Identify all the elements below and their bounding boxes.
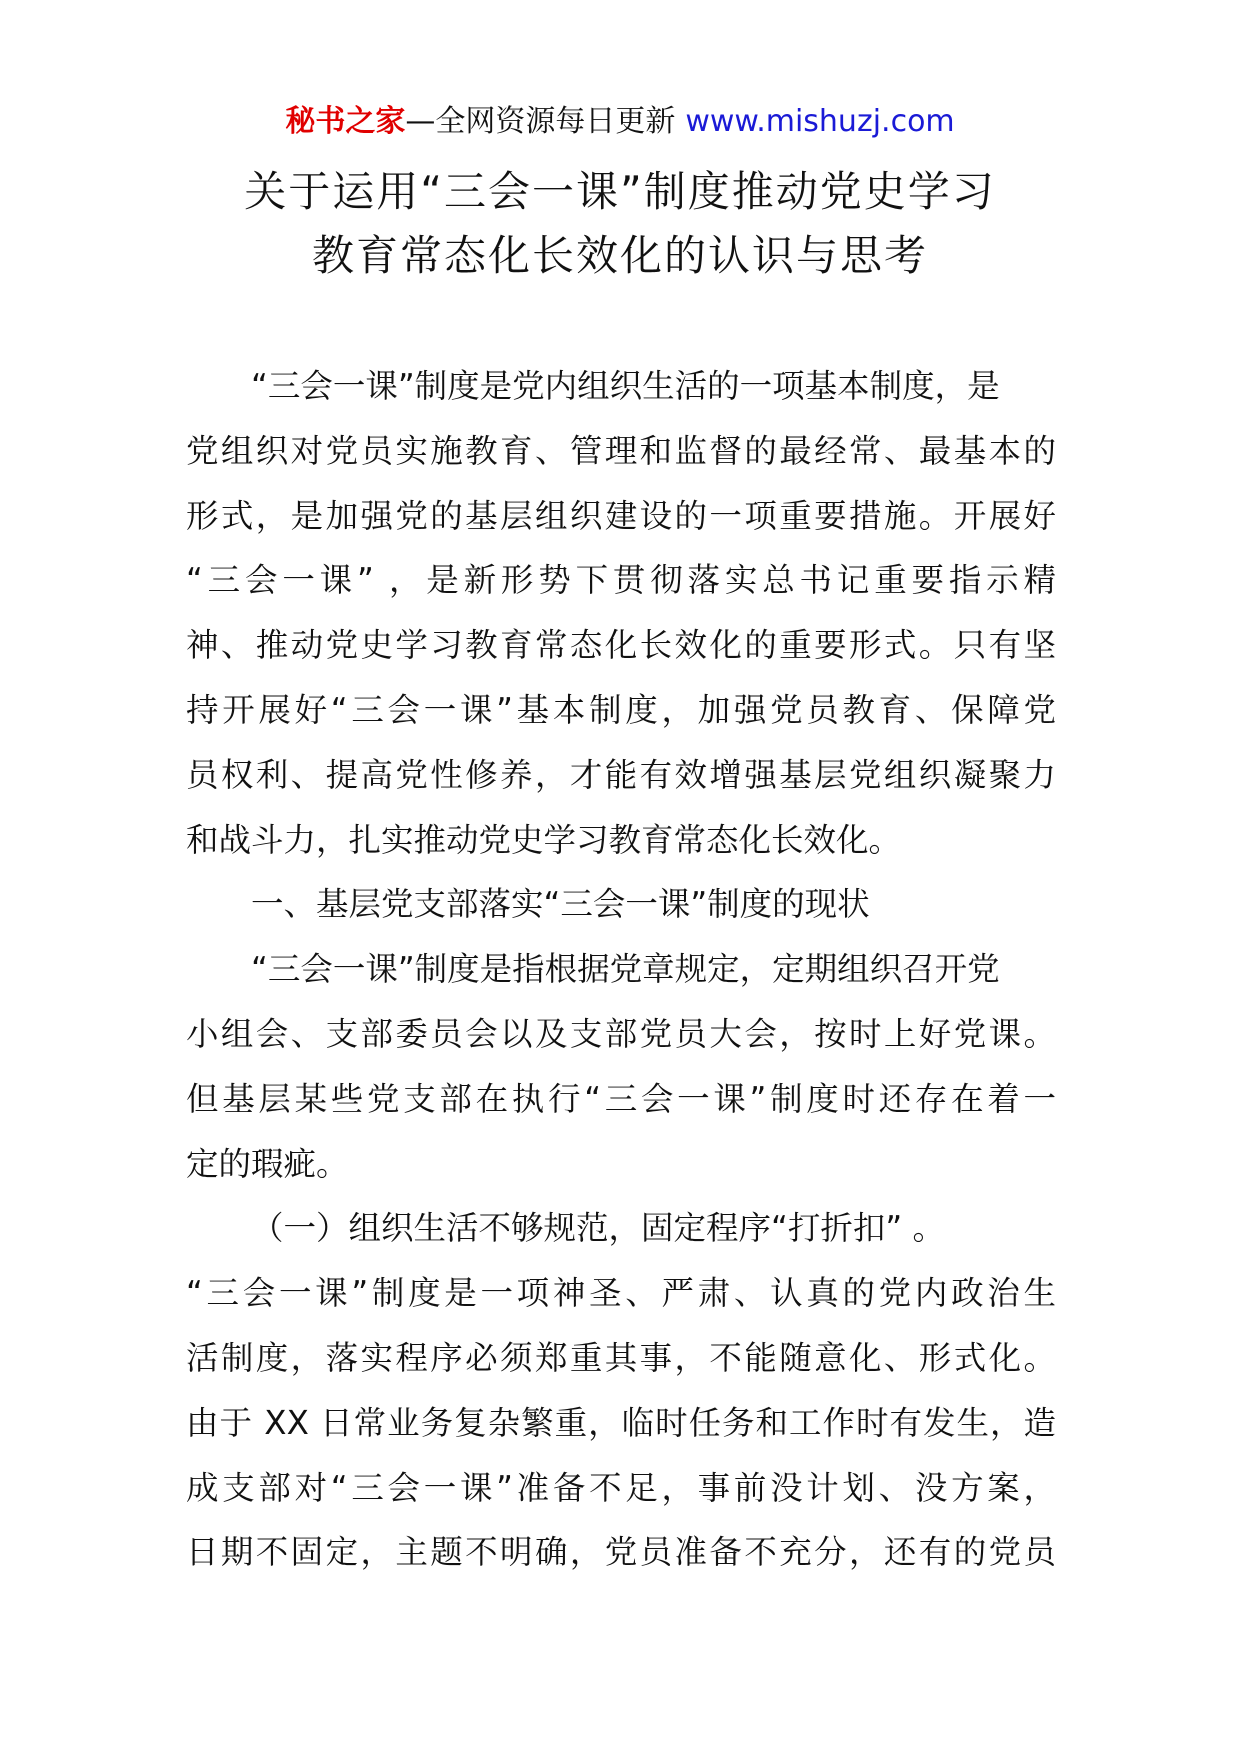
body-line: 定的瑕疵。 — [186, 1144, 349, 1183]
body-line: 成支部对“三会一课”准备不足，事前没计划、没方案， — [186, 1468, 1056, 1507]
body-line: 员权利、提高党性修养，才能有效增强基层党组织凝聚力 — [186, 755, 1056, 794]
body-line: 神、推动党史学习教育常态化长效化的重要形式。只有坚 — [186, 626, 1056, 665]
site-url: www.mishuzj.com — [685, 104, 955, 139]
body-line: 小组会、支部委员会以及支部党员大会，按时上好党课。 — [186, 1014, 1056, 1053]
body-line: 形式，是加强党的基层组织建设的一项重要措施。开展好 — [186, 496, 1056, 535]
title-line-1: 关于运用“三会一课”制度推动党史学习 — [244, 167, 996, 216]
body-line: 由于 XX 日常业务复杂繁重，临时任务和工作时有发生，造 — [186, 1403, 1056, 1442]
document-body — [186, 354, 1056, 1585]
body-line: “三会一课”制度是一项神圣、严肃、认真的党内政治生 — [186, 1274, 1056, 1313]
body-line: 和战斗力，扎实推动党史学习教育常态化长效化。 — [186, 820, 902, 859]
site-tagline: —全网资源每日更新 — [405, 104, 676, 139]
site-header — [0, 102, 1240, 142]
body-line: “三会一课” ，是新形势下贯彻落实总书记重要指示精 — [186, 561, 1056, 600]
body-line: “三会一课”制度是党内组织生活的一项基本制度，是 — [251, 367, 1000, 405]
subsection-heading: （一）组织生活不够规范，固定程序“打折扣” 。 — [251, 1209, 946, 1248]
body-line: 党组织对党员实施教育、管理和监督的最经常、最基本的 — [186, 431, 1056, 470]
body-line: 日期不固定，主题不明确，党员准备不充分，还有的党员 — [186, 1533, 1056, 1572]
body-line: 活制度，落实程序必须郑重其事，不能随意化、形式化。 — [186, 1338, 1056, 1377]
body-line: “三会一课”制度是指根据党章规定，定期组织召开党 — [251, 950, 1000, 989]
body-line: 但基层某些党支部在执行“三会一课”制度时还存在着一 — [186, 1079, 1056, 1118]
brand-name: 秘书之家 — [285, 104, 406, 139]
document-title — [0, 160, 1240, 288]
body-line: 持开展好“三会一课”基本制度，加强党员教育、保障党 — [186, 690, 1056, 729]
section-heading: 一、基层党支部落实“三会一课”制度的现状 — [251, 885, 870, 924]
title-line-2: 教育常态化长效化的认识与思考 — [311, 231, 928, 280]
